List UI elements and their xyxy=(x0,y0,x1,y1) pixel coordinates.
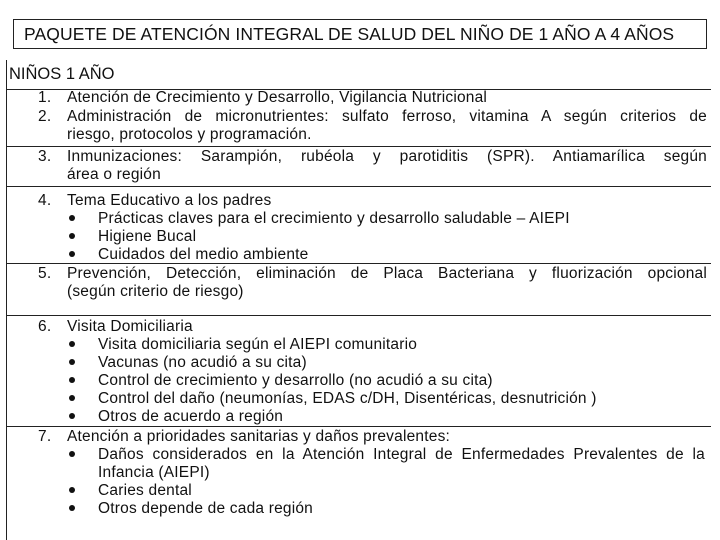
item-number: 3. xyxy=(38,148,52,165)
bullet-icon xyxy=(69,451,75,457)
item-line: Prevención, Detección, eliminación de Placa Bacteriana y fluorización opcional xyxy=(67,265,707,282)
item-line: Atención de Crecimiento y Desarrollo, Vigilancia Nutricional xyxy=(67,89,488,106)
bullet-text: Prácticas claves para el crecimiento y desarrollo saludable – AIEPI xyxy=(98,210,570,227)
page-title: PAQUETE DE ATENCIÓN INTEGRAL DE SALUD DEL NIÑO DE 1 AÑO A 4 AÑOS xyxy=(24,24,675,44)
bullet-icon xyxy=(69,341,75,347)
item-line: Administración de micronutrientes: sulfato ferroso, vitamina A según criterios de xyxy=(67,108,707,125)
divider xyxy=(6,186,711,187)
bullet-item xyxy=(67,500,707,518)
bullet-text: Caries dental xyxy=(98,482,192,499)
item-text xyxy=(67,89,707,107)
bullet-icon xyxy=(69,359,75,365)
item-text xyxy=(67,428,707,446)
item-number: 2. xyxy=(38,108,52,125)
item-line: Atención a prioridades sanitarias y daños prevalentes: xyxy=(67,428,451,445)
bullet-text: Cuidados del medio ambiente xyxy=(98,246,309,263)
title-box xyxy=(13,19,707,49)
divider xyxy=(6,315,711,316)
item-text xyxy=(67,148,707,184)
bullet-text: Control del daño (neumonías, EDAS c/DH, Disentéricas, desnutrición ) xyxy=(98,390,597,407)
bullet-item xyxy=(67,246,707,264)
bullet-item xyxy=(67,372,707,390)
bullet-item xyxy=(67,336,707,354)
bullet-text: Otros depende de cada región xyxy=(98,500,314,517)
item-line: riesgo, protocolos y programación. xyxy=(67,126,312,143)
item-text xyxy=(67,108,707,144)
bullet-list xyxy=(67,446,707,518)
bullet-item xyxy=(67,446,707,482)
bullet-icon xyxy=(69,233,75,239)
bullet-icon xyxy=(69,251,75,257)
item-number: 7. xyxy=(38,428,52,445)
bullet-item xyxy=(67,228,707,246)
bullet-item xyxy=(67,482,707,500)
bullet-icon xyxy=(69,395,75,401)
bullet-item xyxy=(67,354,707,372)
item-line: Tema Educativo a los padres xyxy=(67,192,272,209)
divider xyxy=(6,426,711,427)
bullet-text: Otros de acuerdo a región xyxy=(98,408,284,425)
item-number: 1. xyxy=(38,89,52,106)
item-text xyxy=(67,265,707,301)
bullet-text: Vacunas (no acudió a su cita) xyxy=(98,354,307,371)
item-line: Visita Domiciliaria xyxy=(67,318,193,335)
bullet-item xyxy=(67,210,707,228)
item-number: 5. xyxy=(38,265,52,282)
item-number: 6. xyxy=(38,318,52,335)
item-line: Inmunizaciones: Sarampión, rubéola y parotiditis (SPR). Antiamarílica según xyxy=(67,148,707,165)
bullet-icon xyxy=(69,215,75,221)
item-line: área o región xyxy=(67,166,161,183)
bullet-list xyxy=(67,336,707,426)
bullet-list xyxy=(67,210,707,264)
bullet-text: Control de crecimiento y desarrollo (no acudió a su cita) xyxy=(98,372,493,389)
item-number: 4. xyxy=(38,192,52,209)
bullet-icon xyxy=(69,413,75,419)
divider xyxy=(6,146,711,147)
bullet-icon xyxy=(69,377,75,383)
bullet-item xyxy=(67,390,707,408)
left-border xyxy=(6,60,7,540)
bullet-text: Visita domiciliaria según el AIEPI comunitario xyxy=(98,336,418,353)
bullet-icon xyxy=(69,505,75,511)
bullet-text: Higiene Bucal xyxy=(98,228,197,245)
section-heading: NIÑOS 1 AÑO xyxy=(9,65,115,83)
bullet-item xyxy=(67,408,707,426)
bullet-icon xyxy=(69,487,75,493)
item-line: (según criterio de riesgo) xyxy=(67,283,244,300)
item-text xyxy=(67,192,707,210)
bullet-text: Daños considerados en la Atención Integral de Enfermedades Prevalentes de la Infancia (AIEPI) xyxy=(98,446,705,481)
item-text xyxy=(67,318,707,336)
